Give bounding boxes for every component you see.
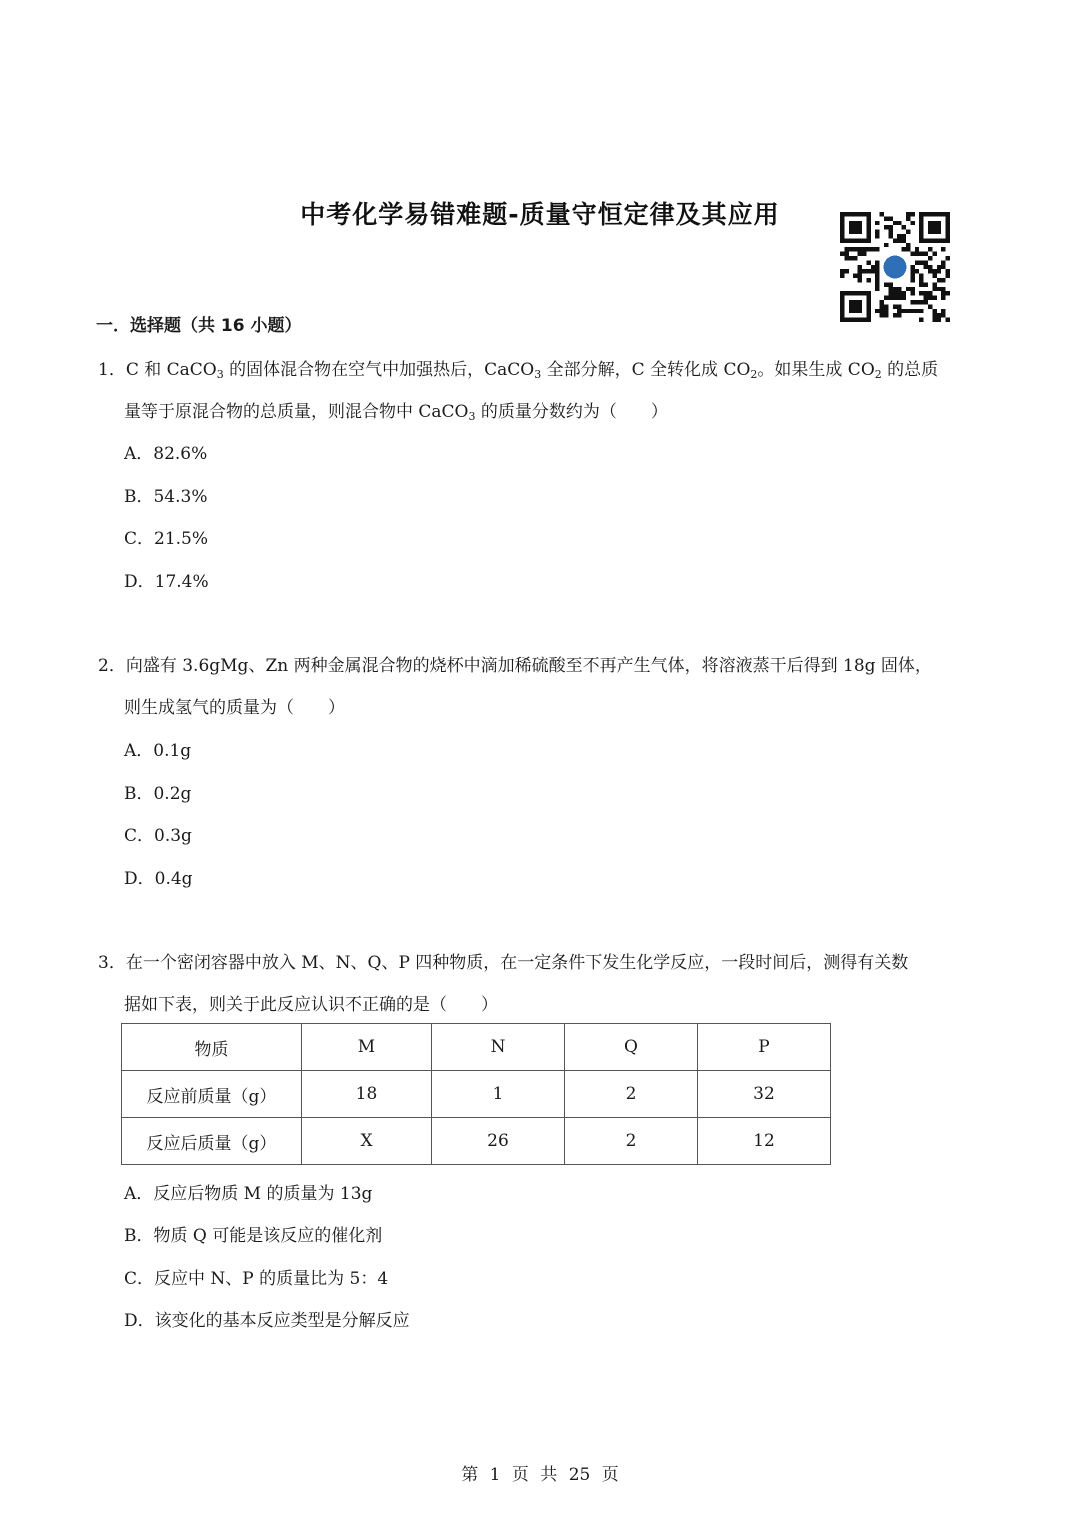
- table-header-row: [122, 1024, 831, 1071]
- question-2-option-b: B．0.2g: [124, 784, 192, 804]
- question-2-option-a: A．0.1g: [124, 741, 192, 761]
- question-1-line-1: 1．C 和 CaCO$_3$ 的固体混合物在空气中加强热后，CaCO$_3$ 全部分解，C 全转化成 $CO_2$。如果生成 $CO_2$ 的总质: [98, 360, 939, 381]
- question-2-line-1: 2．向盛有 3.6gMg、Zn 两种金属混合物的烧杯中滴加稀硫酸至不再产生气体，将溶液蒸干后得到 18g 固体，: [98, 656, 932, 676]
- question-3-option-c: C．反应中 N、P 的质量比为 5：4: [124, 1269, 389, 1289]
- question-3-line-2: 据如下表，则关于此反应认识不正确的是（ ）: [124, 995, 498, 1015]
- question-3-line-1: 3．在一个密闭容器中放入 M、N、Q、P 四种物质，在一定条件下发生化学反应，一段时间后，测得有关数: [98, 953, 909, 973]
- question-3-number: 3．: [98, 953, 126, 973]
- question-1-number: 1．: [98, 360, 126, 380]
- question-2-line-2: 则生成氢气的质量为（ ）: [124, 698, 345, 718]
- table-header-cell: 物质: [122, 1024, 302, 1071]
- question-1-option-c: C．21.5%: [124, 529, 209, 549]
- question-3-option-b: B．物质 Q 可能是该反应的催化剂: [124, 1226, 383, 1246]
- question-3-option-d: D．该变化的基本反应类型是分解反应: [124, 1311, 410, 1331]
- question-2-option-c: C．0.3g: [124, 826, 192, 846]
- table-cell: 18: [302, 1071, 432, 1118]
- table-row: [122, 1071, 831, 1118]
- data-table: [121, 1023, 831, 1165]
- question-2-number: 2．: [98, 656, 126, 676]
- table-header-cell: N: [432, 1024, 565, 1071]
- table-cell: 26: [432, 1118, 565, 1165]
- table-cell: 2: [565, 1118, 698, 1165]
- qr-code: [840, 212, 950, 322]
- section-heading: 一．选择题（共 16 小题）: [96, 316, 302, 336]
- question-1-line-2: 量等于原混合物的总质量，则混合物中 CaCO$_3$ 的质量分数约为（ ）: [124, 402, 668, 423]
- page-footer: 第 1 页 共 25 页: [461, 1465, 619, 1485]
- table-row: [122, 1118, 831, 1165]
- table-header-cell: Q: [565, 1024, 698, 1071]
- table-header-cell: M: [302, 1024, 432, 1071]
- table-cell: X: [302, 1118, 432, 1165]
- question-1-option-a: A．82.6%: [124, 444, 208, 464]
- question-1-option-b: B．54.3%: [124, 487, 208, 507]
- table-cell: 反应后质量（g）: [122, 1118, 302, 1165]
- question-2-option-d: D．0.4g: [124, 869, 193, 889]
- table-cell: 32: [698, 1071, 831, 1118]
- page-title: 中考化学易错难题-质量守恒定律及其应用: [300, 200, 780, 229]
- table-cell: 12: [698, 1118, 831, 1165]
- table-cell: 2: [565, 1071, 698, 1118]
- table-cell: 反应前质量（g）: [122, 1071, 302, 1118]
- question-3-option-a: A．反应后物质 M 的质量为 13g: [124, 1184, 373, 1204]
- question-1-option-d: D．17.4%: [124, 572, 209, 592]
- table-cell: 1: [432, 1071, 565, 1118]
- table-header-cell: P: [698, 1024, 831, 1071]
